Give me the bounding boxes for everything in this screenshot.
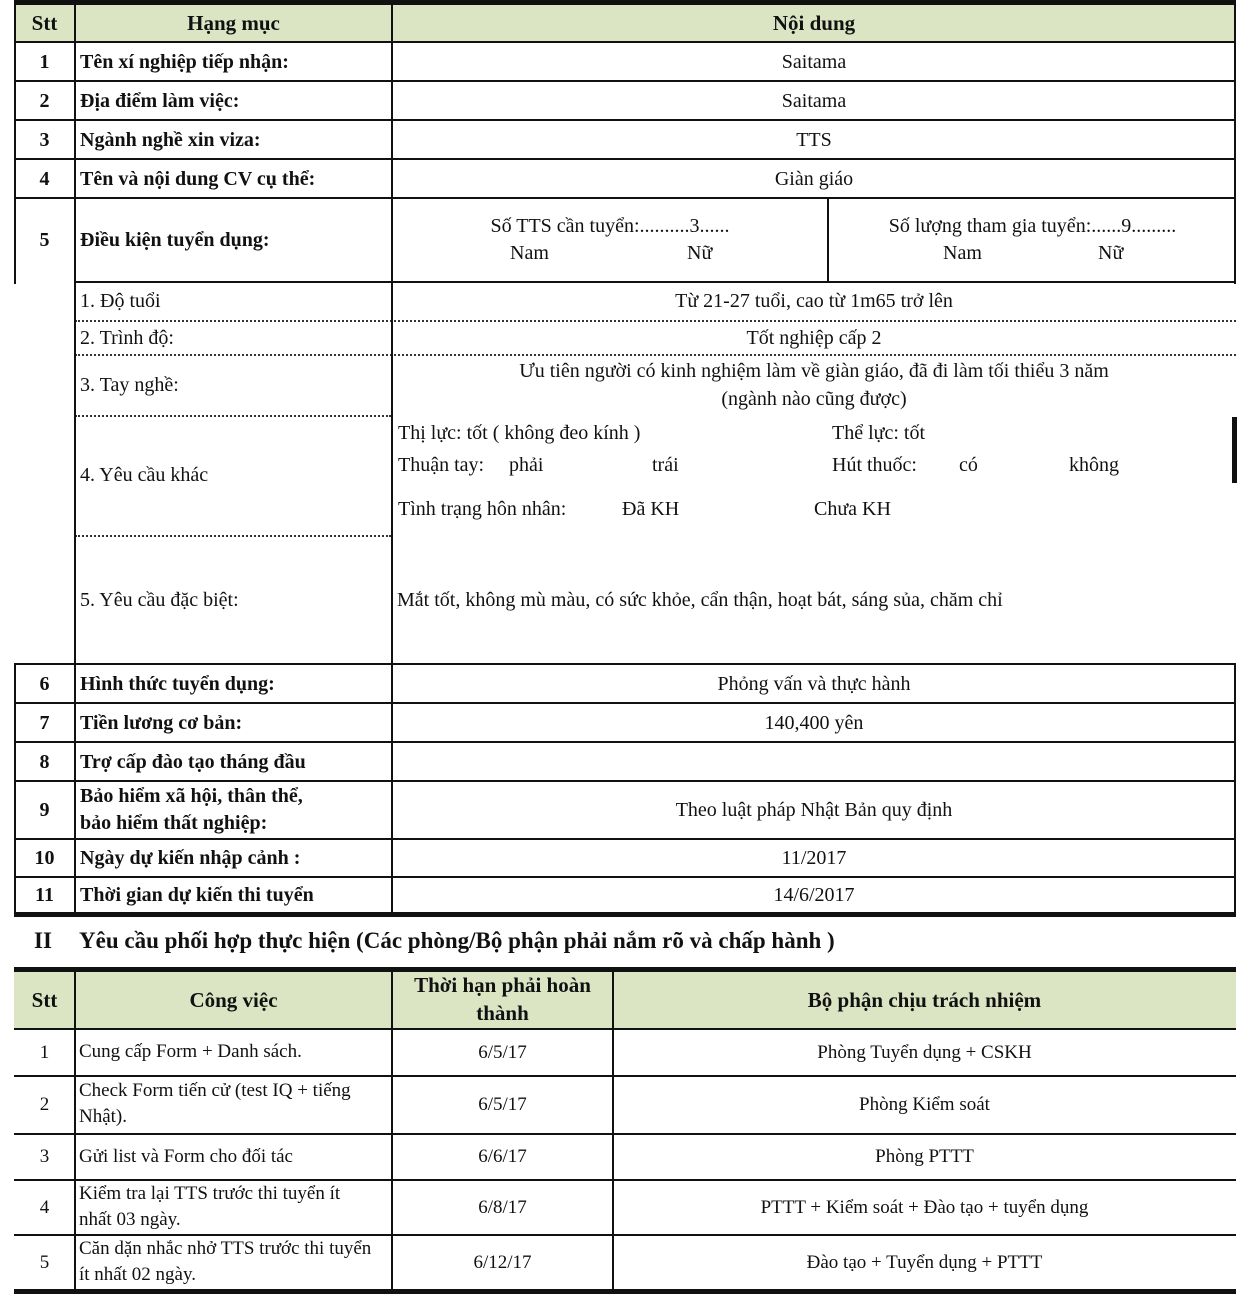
female-label: Nữ [687, 242, 713, 264]
task-deadline: 6/6/17 [478, 1146, 527, 1167]
handedness-label: Thuận tay: [398, 454, 485, 476]
task-deadline: 6/8/17 [478, 1196, 527, 1218]
row-value: Giàn giáo [774, 167, 854, 190]
row-label: Hình thức tuyển dụng: [80, 672, 275, 695]
row-label: Trợ cấp đào tạo tháng đầu [80, 750, 306, 773]
row-stt: 6 [39, 672, 50, 695]
header-department: Bộ phận chịu trách nhiệm [807, 988, 1042, 1012]
row-label: Ngày dự kiến nhập cảnh : [80, 847, 301, 869]
task-stt: 1 [39, 1041, 50, 1063]
row-value: 11/2017 [781, 847, 847, 869]
scrollbar-thumb[interactable] [1232, 417, 1237, 483]
row-label: Ngành nghề xin viza: [80, 128, 261, 151]
row-value: Saitama [781, 89, 847, 112]
dotted-divider [75, 320, 1236, 322]
row-stt: 10 [34, 847, 55, 869]
special-value: Mắt tốt, không mù màu, có sức khỏe, cẩn thận, hoạt bát, sáng sủa, chăm chỉ [397, 589, 1003, 611]
section-title: Yêu cầu phối hợp thực hiện (Các phòng/Bộ phận phải nắm rõ và chấp hành ) [79, 928, 835, 953]
education-value: Tốt nghiệp cấp 2 [746, 327, 882, 349]
task-description: Căn dặn nhắc nhở TTS trước thi tuyển [79, 1238, 372, 1259]
right-hand: phải [509, 454, 544, 476]
task-description: Kiểm tra lại TTS trước thi tuyển ít [79, 1183, 341, 1204]
trainees-needed: Số TTS cần tuyển:..........3...... [490, 215, 730, 237]
other-label: 4. Yêu cầu khác [80, 464, 209, 486]
row-stt: 2 [39, 89, 50, 112]
header-deadline: Thời hạn phải hoàn [414, 973, 591, 997]
task-description-line2: ít nhất 02 ngày. [79, 1264, 196, 1285]
header-item: Hạng mục [187, 11, 280, 35]
row-value: Phỏng vấn và thực hành [717, 672, 911, 695]
female-label: Nữ [1098, 242, 1124, 264]
dotted-divider [75, 535, 391, 537]
education-label: 2. Trình độ: [80, 327, 174, 349]
row-label-line2: bảo hiểm thất nghiệp: [80, 812, 268, 834]
task-department: Phòng Kiểm soát [859, 1094, 990, 1115]
task-deadline: 6/5/17 [478, 1041, 527, 1063]
task-stt: 2 [39, 1094, 50, 1115]
task-department: Đào tạo + Tuyển dụng + PTTT [806, 1251, 1043, 1273]
row-stt: 3 [39, 128, 50, 151]
row-label: Bảo hiểm xã hội, thân thể, [80, 785, 303, 807]
row-stt: 8 [39, 750, 50, 773]
task-department: Phòng PTTT [875, 1146, 974, 1167]
task-deadline: 6/12/17 [473, 1251, 532, 1273]
task-description-line2: Nhật). [79, 1106, 128, 1127]
task-description: Check Form tiến cử (test IQ + tiếng [79, 1080, 351, 1101]
row-label: Tiền lương cơ bản: [80, 711, 243, 734]
task-stt: 4 [39, 1196, 50, 1218]
dotted-divider [75, 354, 1236, 356]
row-value: 14/6/2017 [773, 884, 855, 906]
marital-label: Tình trạng hôn nhân: [398, 498, 567, 520]
row-stt: 1 [39, 50, 50, 73]
participants-count: Số lượng tham gia tuyển:......9......... [888, 215, 1177, 237]
header-stt: Stt [31, 988, 58, 1012]
row-stt: 9 [39, 799, 50, 821]
task-department: PTTT + Kiểm soát + Đào tạo + tuyển dụng [760, 1196, 1089, 1218]
task-deadline: 6/5/17 [478, 1094, 527, 1115]
task-description-line2: nhất 03 ngày. [79, 1209, 181, 1230]
row-label: Thời gian dự kiến thi tuyển [80, 884, 314, 906]
row-stt: 4 [39, 167, 50, 190]
male-label: Nam [510, 242, 549, 264]
smoking-yes: có [959, 454, 978, 476]
row-value: Theo luật pháp Nhật Bản quy định [675, 799, 953, 821]
row-stt: 5 [39, 229, 50, 251]
skill-value: Ưu tiên người có kinh nghiệm làm về giàn giáo, đã đi làm tối thiểu 3 năm [519, 360, 1109, 382]
task-description: Cung cấp Form + Danh sách. [79, 1041, 302, 1062]
task-stt: 5 [39, 1251, 50, 1273]
special-label: 5. Yêu cầu đặc biệt: [80, 589, 239, 611]
age-value: Từ 21-27 tuổi, cao từ 1m65 trở lên [675, 290, 953, 312]
row-label: Tên và nội dung CV cụ thể: [80, 167, 316, 190]
row-label: Điều kiện tuyển dụng: [80, 229, 270, 251]
task-description: Gửi list và Form cho đối tác [79, 1146, 293, 1167]
row-value: 140,400 yên [764, 711, 864, 734]
header-task: Công việc [189, 988, 278, 1012]
male-label: Nam [943, 242, 982, 264]
col-divider [827, 197, 829, 282]
header-deadline-line2: thành [476, 1001, 529, 1025]
row-label: Tên xí nghiệp tiếp nhận: [80, 50, 289, 73]
fitness: Thể lực: tốt [832, 422, 926, 444]
eyesight: Thị lực: tốt ( không đeo kính ) [398, 422, 641, 444]
smoking-no: không [1069, 454, 1119, 476]
skill-value-note: (ngành nào cũng được) [721, 388, 907, 410]
table-bottom-border [14, 1289, 1236, 1294]
row-label: Địa điểm làm việc: [80, 89, 240, 112]
dotted-divider [75, 415, 391, 417]
task-stt: 3 [39, 1146, 50, 1167]
skill-label: 3. Tay nghề: [80, 374, 179, 396]
row-value: TTS [796, 128, 832, 151]
age-label: 1. Độ tuổi [80, 290, 161, 312]
single: Chưa KH [814, 498, 891, 520]
row-stt: 7 [39, 711, 50, 734]
left-hand: trái [652, 454, 679, 476]
header-stt: Stt [31, 11, 58, 35]
smoking-label: Hút thuốc: [832, 454, 917, 476]
row-value: Saitama [781, 50, 847, 73]
married: Đã KH [622, 498, 680, 520]
section-number: II [34, 928, 52, 953]
row-value [392, 742, 1236, 781]
task-department: Phòng Tuyển dụng + CSKH [817, 1041, 1032, 1063]
row-stt: 11 [35, 884, 54, 906]
header-content: Nội dung [772, 11, 856, 35]
